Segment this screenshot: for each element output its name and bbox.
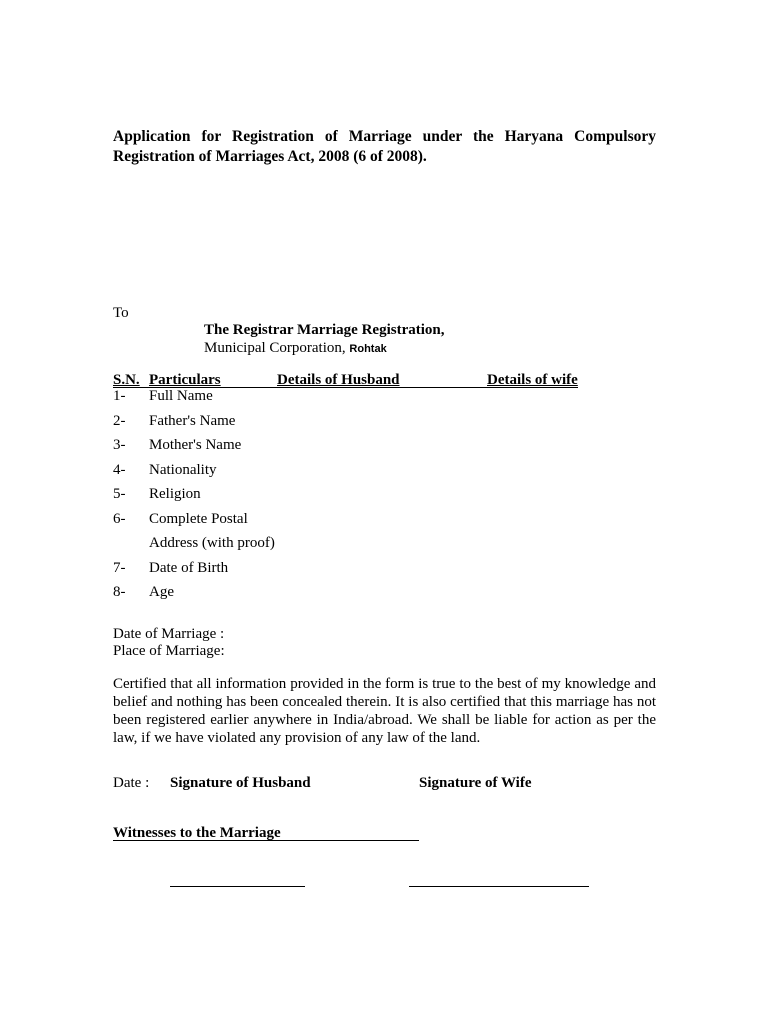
date-of-marriage-label: Date of Marriage : (113, 626, 225, 642)
document-title: Application for Registration of Marriage under the Haryana Compulsory Registration of Marriages Act, 2008 (6 of 2008). (113, 128, 656, 165)
header-wife: Details of wife (487, 372, 578, 388)
addressee-city: Rohtak (349, 343, 387, 355)
place-of-marriage-label: Place of Marriage: (113, 643, 225, 659)
addressee-line-1: The Registrar Marriage Registration, (204, 322, 445, 338)
row-8-label: Age (149, 584, 174, 600)
row-7-label: Date of Birth (149, 560, 229, 576)
row-6b-label: Address (with proof) (149, 535, 275, 551)
row-4-label: Nationality (149, 462, 217, 478)
witness-2-signature-line (409, 886, 589, 887)
row-6-label: Complete Postal (149, 511, 248, 527)
to-label: To (113, 305, 129, 321)
header-particulars: Particulars (149, 372, 221, 388)
row-5-sn: 5- (113, 486, 126, 502)
row-5-label: Religion (149, 486, 201, 502)
addressee-line-2 (204, 340, 387, 357)
row-3-sn: 3- (113, 437, 126, 453)
husband-signature-label: Signature of Husband (170, 775, 311, 791)
header-sn: S.N. (113, 372, 140, 388)
row-4-sn: 4- (113, 462, 126, 478)
witnesses-heading: Witnesses to the Marriage (113, 825, 281, 841)
certification-paragraph: Certified that all information provided in the form is true to the best of my knowledge and belief and nothing has been concealed therein. It is also certified that this marriage has not been registered earlier anywhere in India/abroad. We shall be liable for action as per the law, if we have violated any provision of any law of the land. (113, 676, 656, 746)
wife-signature-label: Signature of Wife (419, 775, 532, 791)
row-1-label: Full Name (149, 388, 213, 404)
witnesses-underline (113, 840, 419, 841)
row-7-sn: 7- (113, 560, 126, 576)
row-8-sn: 8- (113, 584, 126, 600)
addressee-org: Municipal Corporation, (204, 340, 350, 356)
witness-1-signature-line (170, 886, 305, 887)
row-2-sn: 2- (113, 413, 126, 429)
row-3-label: Mother's Name (149, 437, 242, 453)
header-husband: Details of Husband (277, 372, 400, 388)
row-1-sn: 1- (113, 388, 126, 404)
signature-date-label: Date : (113, 775, 150, 791)
row-6-sn: 6- (113, 511, 126, 527)
row-2-label: Father's Name (149, 413, 236, 429)
